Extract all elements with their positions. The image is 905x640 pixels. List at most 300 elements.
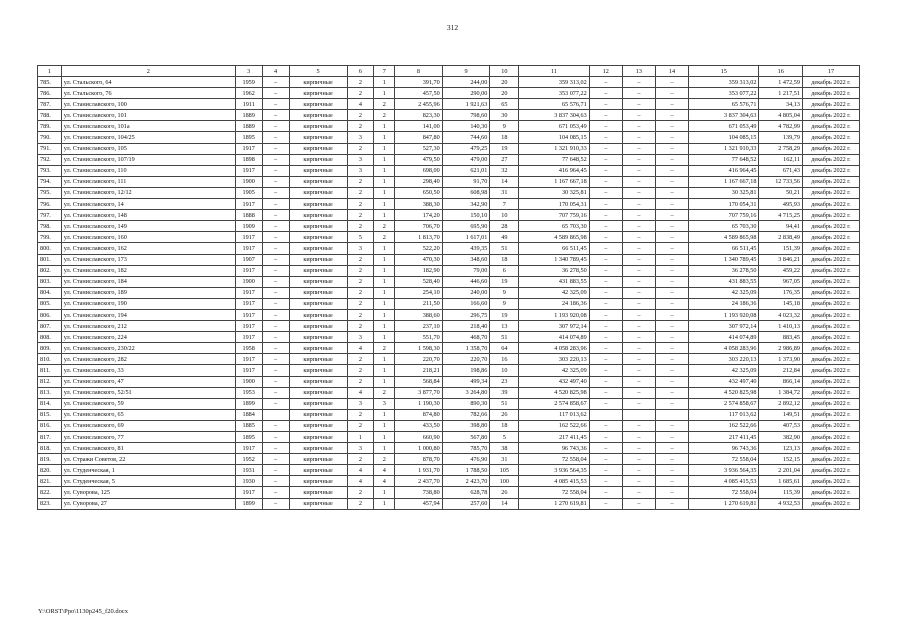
table-cell: 1 xyxy=(374,354,395,365)
table-cell: 4 715,25 xyxy=(759,210,802,221)
table-cell: 3 264,80 xyxy=(442,387,490,398)
table-cell: 807. xyxy=(38,321,62,332)
table-cell: – xyxy=(589,443,622,454)
table-cell: 244,00 xyxy=(442,77,490,88)
table-cell: – xyxy=(589,398,622,409)
column-number: 2 xyxy=(61,66,235,77)
table-cell: ул. Станиславского, 110 xyxy=(61,165,235,176)
column-number: 15 xyxy=(689,66,759,77)
table-cell: – xyxy=(262,165,289,176)
table-cell: 816. xyxy=(38,420,62,431)
table-cell: кирпичные xyxy=(289,77,347,88)
table-cell: 257,60 xyxy=(442,498,490,509)
table-cell: 141,00 xyxy=(395,121,443,132)
table-cell: 10 xyxy=(490,210,519,221)
table-cell: 813. xyxy=(38,387,62,398)
table-cell: 1 xyxy=(374,487,395,498)
table-cell: 123,13 xyxy=(759,443,802,454)
table-cell: кирпичные xyxy=(289,443,347,454)
table-cell: 140,30 xyxy=(442,121,490,132)
table-cell: – xyxy=(262,420,289,431)
table-cell: – xyxy=(622,432,655,443)
table-cell: 2 xyxy=(374,110,395,121)
table-row xyxy=(38,77,860,88)
table-cell: 468,70 xyxy=(442,332,490,343)
table-cell: 1917 xyxy=(235,321,262,332)
table-cell: 407,53 xyxy=(759,420,802,431)
table-cell: – xyxy=(622,110,655,121)
table-cell: кирпичные xyxy=(289,432,347,443)
table-cell: – xyxy=(622,254,655,265)
table-cell: 1 xyxy=(374,143,395,154)
table-row xyxy=(38,254,860,265)
table-cell: 476,90 xyxy=(442,454,490,465)
table-cell: декабрь 2022 г. xyxy=(802,110,859,121)
table-cell: 800. xyxy=(38,243,62,254)
table-cell: 1 xyxy=(374,132,395,143)
table-cell: – xyxy=(622,354,655,365)
table-cell: – xyxy=(655,321,688,332)
table-cell: 1905 xyxy=(235,187,262,198)
table-cell: 39 xyxy=(490,387,519,398)
table-cell: 786. xyxy=(38,88,62,99)
table-cell: кирпичные xyxy=(289,354,347,365)
table-cell: декабрь 2022 г. xyxy=(802,221,859,232)
table-cell: – xyxy=(589,387,622,398)
column-number: 16 xyxy=(759,66,802,77)
table-cell: 217 411,45 xyxy=(519,432,589,443)
table-cell: декабрь 2022 г. xyxy=(802,88,859,99)
table-cell: 1 321 910,33 xyxy=(519,143,589,154)
table-cell: – xyxy=(655,398,688,409)
table-cell: ул. Станиславского, 148 xyxy=(61,210,235,221)
table-cell: – xyxy=(622,376,655,387)
column-number: 6 xyxy=(347,66,374,77)
table-cell: 4 589 865,98 xyxy=(689,232,759,243)
table-cell: – xyxy=(589,176,622,187)
table-cell: 1 xyxy=(374,298,395,309)
table-cell: декабрь 2022 г. xyxy=(802,476,859,487)
table-cell: 303 220,13 xyxy=(519,354,589,365)
table-cell: 820. xyxy=(38,465,62,476)
table-cell: – xyxy=(262,276,289,287)
table-cell: 170 054,31 xyxy=(519,199,589,210)
table-cell: ул. Станиславского, 224 xyxy=(61,332,235,343)
table-cell: 1889 xyxy=(235,110,262,121)
table-cell: 254,10 xyxy=(395,287,443,298)
table-cell: 2 201,04 xyxy=(759,465,802,476)
table-cell: 117 013,62 xyxy=(519,409,589,420)
table-cell: 4 520 825,98 xyxy=(519,387,589,398)
table-cell: 1953 xyxy=(235,387,262,398)
table-cell: 1 xyxy=(374,121,395,132)
table-cell: – xyxy=(655,199,688,210)
table-cell: 220,70 xyxy=(442,354,490,365)
table-cell: – xyxy=(622,498,655,509)
table-cell: – xyxy=(589,154,622,165)
table-cell: 72 558,04 xyxy=(519,487,589,498)
table-cell: – xyxy=(655,343,688,354)
table-cell: – xyxy=(655,176,688,187)
table-cell: 1 xyxy=(374,276,395,287)
table-cell: 4 xyxy=(347,343,374,354)
table-cell: ул. Станиславского, 81 xyxy=(61,443,235,454)
table-cell: 77 648,52 xyxy=(689,154,759,165)
table-cell: 470,30 xyxy=(395,254,443,265)
column-number: 17 xyxy=(802,66,859,77)
table-row xyxy=(38,143,860,154)
table-cell: кирпичные xyxy=(289,420,347,431)
table-cell: 791. xyxy=(38,143,62,154)
table-cell: ул. Стальского, 64 xyxy=(61,77,235,88)
table-cell: 528,40 xyxy=(395,276,443,287)
table-cell: 4 058 283,96 xyxy=(519,343,589,354)
table-cell: декабрь 2022 г. xyxy=(802,387,859,398)
table-cell: 1958 xyxy=(235,343,262,354)
table-cell: 5 xyxy=(490,432,519,443)
table-cell: 96 743,36 xyxy=(519,443,589,454)
table-cell: ул. Стражи Советов, 22 xyxy=(61,454,235,465)
table-cell: – xyxy=(622,387,655,398)
table-cell: ул. Станиславского, 160 xyxy=(61,232,235,243)
table-cell: 2 455,96 xyxy=(395,99,443,110)
table-cell: кирпичные xyxy=(289,476,347,487)
table-cell: 798,60 xyxy=(442,110,490,121)
table-cell: 1930 xyxy=(235,476,262,487)
table-cell: декабрь 2022 г. xyxy=(802,432,859,443)
table-cell: кирпичные xyxy=(289,187,347,198)
table-cell: 9 xyxy=(490,121,519,132)
table-cell: 1 xyxy=(374,88,395,99)
table-cell: ул. Станиславского, 212 xyxy=(61,321,235,332)
table-cell: 803. xyxy=(38,276,62,287)
table-cell: 150,10 xyxy=(442,210,490,221)
table-cell: 105 xyxy=(490,465,519,476)
table-cell: – xyxy=(655,309,688,320)
table-cell: 4 782,99 xyxy=(759,121,802,132)
table-cell: 5 xyxy=(347,232,374,243)
table-cell: 198,86 xyxy=(442,365,490,376)
table-cell: 1 931,70 xyxy=(395,465,443,476)
table-cell: – xyxy=(622,487,655,498)
table-cell: кирпичные xyxy=(289,343,347,354)
table-cell: 1 xyxy=(374,443,395,454)
table-cell: 2 xyxy=(347,409,374,420)
table-cell: 2 xyxy=(374,343,395,354)
table-cell: 3 xyxy=(347,243,374,254)
table-cell: 23 xyxy=(490,376,519,387)
table-cell: – xyxy=(262,287,289,298)
table-cell: 298,40 xyxy=(395,176,443,187)
table-cell: – xyxy=(622,276,655,287)
table-cell: 1 xyxy=(374,321,395,332)
table-cell: 1 xyxy=(374,176,395,187)
table-row xyxy=(38,498,860,509)
table-cell: 431 883,55 xyxy=(689,276,759,287)
table-cell: – xyxy=(622,232,655,243)
table-cell: – xyxy=(589,132,622,143)
table-cell: – xyxy=(655,465,688,476)
table-cell: 398,80 xyxy=(442,420,490,431)
table-cell: кирпичные xyxy=(289,387,347,398)
table-cell: 162 522,66 xyxy=(519,420,589,431)
table-cell: 72 558,04 xyxy=(689,454,759,465)
table-cell: 3 xyxy=(347,398,374,409)
table-cell: – xyxy=(589,187,622,198)
table-cell: 217 411,45 xyxy=(689,432,759,443)
table-row xyxy=(38,387,860,398)
table-cell: 1 340 789,45 xyxy=(689,254,759,265)
table-cell: ул. Станиславского, 33 xyxy=(61,365,235,376)
table-row xyxy=(38,376,860,387)
table-row xyxy=(38,99,860,110)
table-cell: 433,50 xyxy=(395,420,443,431)
table-cell: – xyxy=(262,121,289,132)
table-cell: 802. xyxy=(38,265,62,276)
table-cell: – xyxy=(262,387,289,398)
table-cell: – xyxy=(589,232,622,243)
table-cell: 66 511,45 xyxy=(519,243,589,254)
table-cell: 20 xyxy=(490,88,519,99)
table-cell: 104 085,15 xyxy=(689,132,759,143)
table-cell: 1 340 789,45 xyxy=(519,254,589,265)
table-cell: – xyxy=(262,365,289,376)
table-cell: – xyxy=(655,88,688,99)
table-cell: декабрь 2022 г. xyxy=(802,99,859,110)
table-cell: 50,21 xyxy=(759,187,802,198)
table-cell: 24 186,36 xyxy=(689,298,759,309)
table-cell: 707 759,16 xyxy=(689,210,759,221)
table-cell: декабрь 2022 г. xyxy=(802,321,859,332)
table-cell: 34,13 xyxy=(759,99,802,110)
table-cell: декабрь 2022 г. xyxy=(802,165,859,176)
table-cell: – xyxy=(589,343,622,354)
table-cell: кирпичные xyxy=(289,121,347,132)
table-cell: 2 xyxy=(347,287,374,298)
table-cell: – xyxy=(262,476,289,487)
table-cell: 812. xyxy=(38,376,62,387)
table-cell: ул. Станиславского, 69 xyxy=(61,420,235,431)
table-cell: – xyxy=(622,243,655,254)
table-cell: ул. Станиславского, 59 xyxy=(61,398,235,409)
file-path-footer: Y:\ORST\Ppo\1130p245_f20.docx xyxy=(38,608,128,615)
table-cell: 793. xyxy=(38,165,62,176)
table-cell: кирпичные xyxy=(289,487,347,498)
table-cell: 1 373,90 xyxy=(759,354,802,365)
table-cell: – xyxy=(262,77,289,88)
table-cell: – xyxy=(589,121,622,132)
table-cell: 176,35 xyxy=(759,287,802,298)
table-cell: 162,11 xyxy=(759,154,802,165)
table-cell: 31 xyxy=(490,454,519,465)
table-cell: 1917 xyxy=(235,365,262,376)
table-row xyxy=(38,187,860,198)
table-cell: 19 xyxy=(490,143,519,154)
table-cell: ул. Станиславского, 194 xyxy=(61,309,235,320)
table-cell: 805. xyxy=(38,298,62,309)
table-cell: 303 220,13 xyxy=(689,354,759,365)
table-cell: 104 085,15 xyxy=(519,132,589,143)
table-cell: 1 167 667,18 xyxy=(689,176,759,187)
table-cell: 72 558,04 xyxy=(689,487,759,498)
table-cell: 1 xyxy=(347,432,374,443)
table-cell: 2 xyxy=(347,143,374,154)
table-cell: 16 xyxy=(490,354,519,365)
table-cell: 91,70 xyxy=(442,176,490,187)
table-cell: 13 xyxy=(490,321,519,332)
table-cell: 821. xyxy=(38,476,62,487)
table-cell: – xyxy=(589,221,622,232)
table-cell: 1 xyxy=(374,187,395,198)
table-cell: – xyxy=(262,88,289,99)
table-cell: декабрь 2022 г. xyxy=(802,487,859,498)
table-cell: 359 313,02 xyxy=(519,77,589,88)
table-cell: 19 xyxy=(490,276,519,287)
table-cell: 4 xyxy=(374,465,395,476)
table-cell: 792. xyxy=(38,154,62,165)
table-cell: 4 xyxy=(347,99,374,110)
table-cell: – xyxy=(262,465,289,476)
table-cell: 2 xyxy=(347,199,374,210)
table-cell: 479,50 xyxy=(395,154,443,165)
table-cell: 1889 xyxy=(235,121,262,132)
table-row xyxy=(38,365,860,376)
table-cell: – xyxy=(655,376,688,387)
table-cell: кирпичные xyxy=(289,398,347,409)
table-cell: кирпичные xyxy=(289,287,347,298)
table-cell: – xyxy=(655,420,688,431)
table-cell: 2 xyxy=(347,420,374,431)
table-cell: 1 270 619,81 xyxy=(519,498,589,509)
table-cell: 810. xyxy=(38,354,62,365)
table-cell: – xyxy=(622,77,655,88)
page-number: 312 xyxy=(446,23,459,32)
table-cell: 166,60 xyxy=(442,298,490,309)
table-cell: 27 xyxy=(490,154,519,165)
table-cell: – xyxy=(655,221,688,232)
table-cell: – xyxy=(622,187,655,198)
table-cell: кирпичные xyxy=(289,176,347,187)
table-cell: 64 xyxy=(490,343,519,354)
table-cell: декабрь 2022 г. xyxy=(802,132,859,143)
table-cell: – xyxy=(262,332,289,343)
table-cell: – xyxy=(589,77,622,88)
table-cell: 2 xyxy=(347,321,374,332)
column-number-row xyxy=(38,66,860,77)
table-cell: 446,60 xyxy=(442,276,490,287)
table-cell: 342,90 xyxy=(442,199,490,210)
table-cell: 3 xyxy=(347,132,374,143)
table-cell: 790. xyxy=(38,132,62,143)
table-cell: кирпичные xyxy=(289,88,347,99)
table-cell: – xyxy=(262,243,289,254)
table-row xyxy=(38,398,860,409)
table-cell: 522,20 xyxy=(395,243,443,254)
table-cell: – xyxy=(655,454,688,465)
table-cell: 77 648,52 xyxy=(519,154,589,165)
table-cell: 1 193 920,08 xyxy=(519,309,589,320)
table-cell: декабрь 2022 г. xyxy=(802,498,859,509)
table-cell: декабрь 2022 г. xyxy=(802,465,859,476)
table-cell: 18 xyxy=(490,420,519,431)
table-cell: 3 877,70 xyxy=(395,387,443,398)
table-cell: 1 xyxy=(374,243,395,254)
table-cell: 2 xyxy=(347,187,374,198)
table-cell: 801. xyxy=(38,254,62,265)
table-cell: ул. Станиславского, 230/22 xyxy=(61,343,235,354)
table-row xyxy=(38,309,860,320)
table-cell: 1899 xyxy=(235,498,262,509)
table-cell: 1 190,30 xyxy=(395,398,443,409)
table-cell: – xyxy=(655,498,688,509)
table-cell: ул. Станиславского, 104/25 xyxy=(61,132,235,143)
table-cell: 1931 xyxy=(235,465,262,476)
table-cell: 6 xyxy=(490,265,519,276)
table-cell: 650,50 xyxy=(395,187,443,198)
table-cell: – xyxy=(262,487,289,498)
table-cell: 1 813,70 xyxy=(395,232,443,243)
table-cell: 707 759,16 xyxy=(519,210,589,221)
table-cell: 811. xyxy=(38,365,62,376)
table-row xyxy=(38,210,860,221)
table-row xyxy=(38,154,860,165)
table-cell: ул. Суворова, 27 xyxy=(61,498,235,509)
table-cell: – xyxy=(622,143,655,154)
table-cell: – xyxy=(622,132,655,143)
table-row xyxy=(38,432,860,443)
table-cell: – xyxy=(262,110,289,121)
table-cell: – xyxy=(589,465,622,476)
table-cell: – xyxy=(655,165,688,176)
table-cell: ул. Станиславского, 14 xyxy=(61,199,235,210)
table-cell: 1 410,13 xyxy=(759,321,802,332)
table-cell: – xyxy=(622,199,655,210)
table-cell: – xyxy=(655,254,688,265)
table-cell: 1 921,63 xyxy=(442,99,490,110)
table-cell: 3 936 564,35 xyxy=(519,465,589,476)
table-cell: – xyxy=(262,176,289,187)
table-cell: 2 xyxy=(347,298,374,309)
table-cell: 608,98 xyxy=(442,187,490,198)
table-cell: – xyxy=(655,154,688,165)
table-cell: 628,78 xyxy=(442,487,490,498)
column-number: 5 xyxy=(289,66,347,77)
table-cell: кирпичные xyxy=(289,498,347,509)
table-cell: 1917 xyxy=(235,443,262,454)
table-cell: 65 xyxy=(490,99,519,110)
table-cell: 162 522,66 xyxy=(689,420,759,431)
table-cell: 785. xyxy=(38,77,62,88)
table-cell: 1888 xyxy=(235,210,262,221)
table-cell: 1 598,30 xyxy=(395,343,443,354)
table-cell: 42 325,09 xyxy=(519,365,589,376)
table-cell: 809. xyxy=(38,343,62,354)
table-cell: – xyxy=(262,309,289,320)
table-cell: – xyxy=(589,376,622,387)
housing-register-table xyxy=(37,65,860,510)
table-cell: – xyxy=(622,443,655,454)
table-cell: 2 xyxy=(374,221,395,232)
table-cell: – xyxy=(622,309,655,320)
table-cell: 1 472,59 xyxy=(759,77,802,88)
table-cell: 1895 xyxy=(235,432,262,443)
table-cell: 18 xyxy=(490,254,519,265)
table-cell: декабрь 2022 г. xyxy=(802,254,859,265)
table-cell: 1884 xyxy=(235,409,262,420)
table-cell: – xyxy=(622,398,655,409)
table-cell: 65 703,30 xyxy=(689,221,759,232)
table-cell: ул. Станиславского, 47 xyxy=(61,376,235,387)
